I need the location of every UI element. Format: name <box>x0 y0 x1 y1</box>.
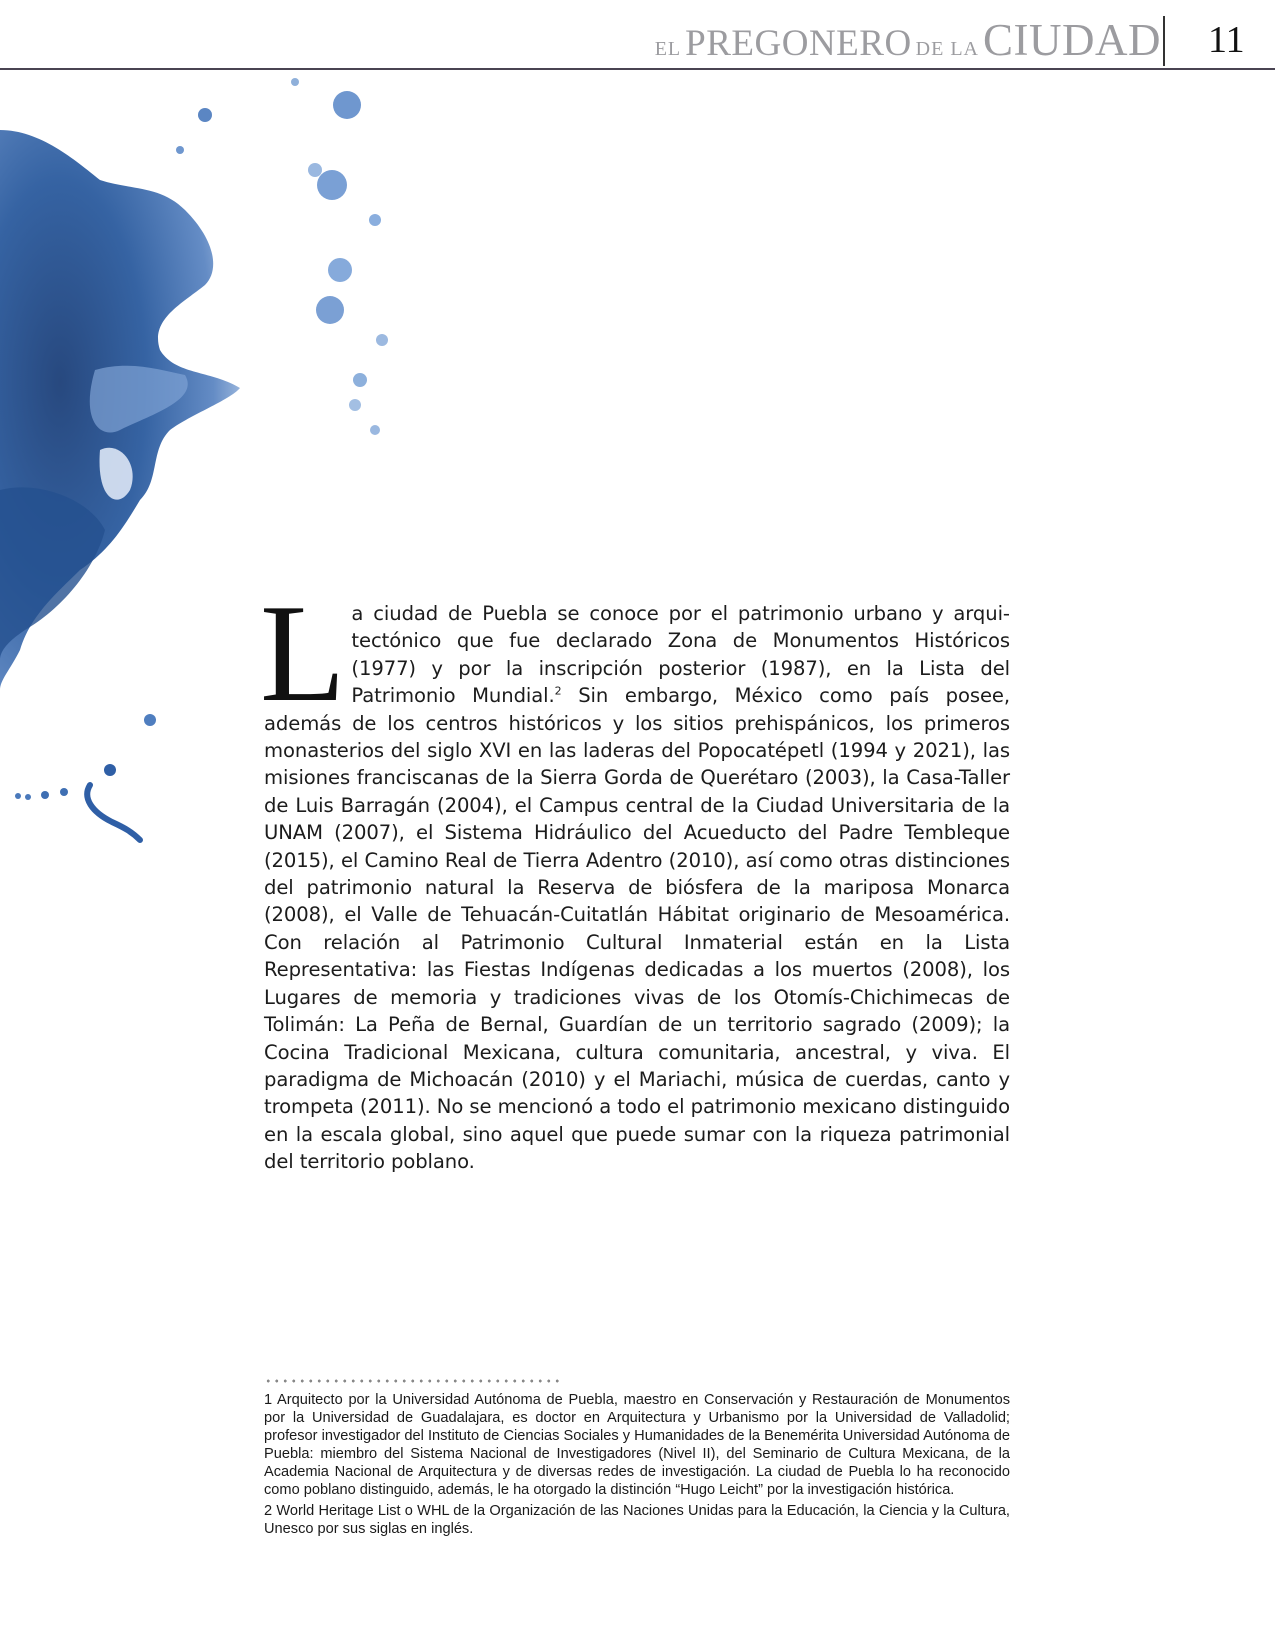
ink-drop <box>370 425 380 435</box>
publication-masthead <box>655 14 1161 64</box>
ink-drop <box>104 764 116 776</box>
ink-drop <box>369 214 381 226</box>
ink-drop <box>353 373 367 387</box>
ink-drop <box>349 399 361 411</box>
masthead-pregonero: PREGONERO <box>685 23 912 64</box>
article-paragraph-start: a ciudad de Puebla se conoce por el patrimonio urbano y arquitectónico que fue declarado Zona de Monumentos Históricos (1977) y por la inscripción posterior (1987), en la Lista del Patrimonio Mundial. <box>351 602 1010 708</box>
ink-drop <box>316 296 344 324</box>
article-paragraph-rest: Sin embargo, México como país posee, además de los centros históricos y los sitios prehispánicos, los primeros monasterios del siglo XVI en las laderas del Popocatépetl (1994 y 2021), las misiones franciscanas de la Sierra Gorda de Querétaro (2003), la Casa-Taller de Luis Barragán (2004), el Campus central de la Ciudad Universitaria de la UNAM (2007), el Sistema Hidráulico del Acueducto del Padre Tembleque (2015), el Camino Real de Tierra Adentro (2010), así como otras distinciones del patrimonio natural la Reserva de biósfera de la mariposa Monarca (2008), el Valle de Tehuacán-Cuitatlán Hábitat originario de Mesoamérica. Con relación al Patrimonio Cultural Inmaterial están en la Lista Representativa: las Fiestas Indígenas dedicadas a los muertos (2008), los Lugares de memoria y tradiciones vivas de los Otomís-Chichimecas de Tolimán: La Peña de Bernal, Guardían de un territorio sagrado (2009); la Cocina Tradicional Mexicana, cultura comunitaria, ancestral, y viva. El paradigma de Michoacán (2010) y el Mariachi, música de cuerdas, canto y trompeta (2011). No se mencionó a todo el patrimonio mexicano distinguido en la escala global, sino aquel que puede sumar con la riqueza patrimonial del territorio poblano. <box>264 684 1010 1174</box>
ink-drop <box>15 793 21 799</box>
footnote-separator <box>264 1378 564 1384</box>
masthead-de-la: DE LA <box>915 38 979 60</box>
ink-drop <box>333 91 361 119</box>
masthead-ciudad: CIUDAD <box>983 15 1161 65</box>
ink-drop <box>317 170 347 200</box>
ink-drop <box>41 791 49 799</box>
footnote-ref-2[interactable]: 2 <box>554 684 562 698</box>
ink-swoosh <box>87 785 140 840</box>
ink-drop <box>198 108 212 122</box>
footnotes <box>264 1392 1010 1543</box>
footnote-1: 1 Arquitecto por la Universidad Autónoma de Puebla, maestro en Conservación y Restauración de Monumentos por la Universidad de Guadalajara, es doctor en Arquitectura y Urbanismo por la Universidad de Valladolid; profesor investigador del Instituto de Ciencias Sociales y Humanidades de la Benemérita Universidad Autónoma de Puebla: miembro del Sistema Nacional de Investigadores (Nivel II), del Seminario de Cultura Mexicana, de la Academia Nacional de Arquitectura y de diversas redes de investigación. La ciudad de Puebla lo ha reconocido como poblano distinguido, además, le ha otorgado la distinción “Hugo Leicht” por la investigación histórica. <box>264 1392 1010 1498</box>
ink-blob-lower <box>0 487 105 660</box>
ink-drop <box>376 334 388 346</box>
page-number: 11 <box>1208 19 1245 61</box>
article-body <box>260 576 1010 1176</box>
masthead-el: EL <box>654 38 682 60</box>
ink-drop <box>60 788 68 796</box>
footnote-2: 2 World Heritage List o WHL de la Organización de las Naciones Unidas para la Educación, la Ciencia y la Cultura, Unesco por sus siglas en inglés. <box>264 1503 1010 1538</box>
ink-drop <box>308 163 322 177</box>
ink-drop <box>291 78 299 86</box>
page-header <box>0 0 1275 70</box>
ink-drop <box>176 146 184 154</box>
ink-drop <box>328 258 352 282</box>
ink-drop <box>144 714 156 726</box>
drop-cap: L <box>260 576 346 731</box>
header-divider <box>1163 16 1165 66</box>
ink-drop <box>25 794 31 800</box>
